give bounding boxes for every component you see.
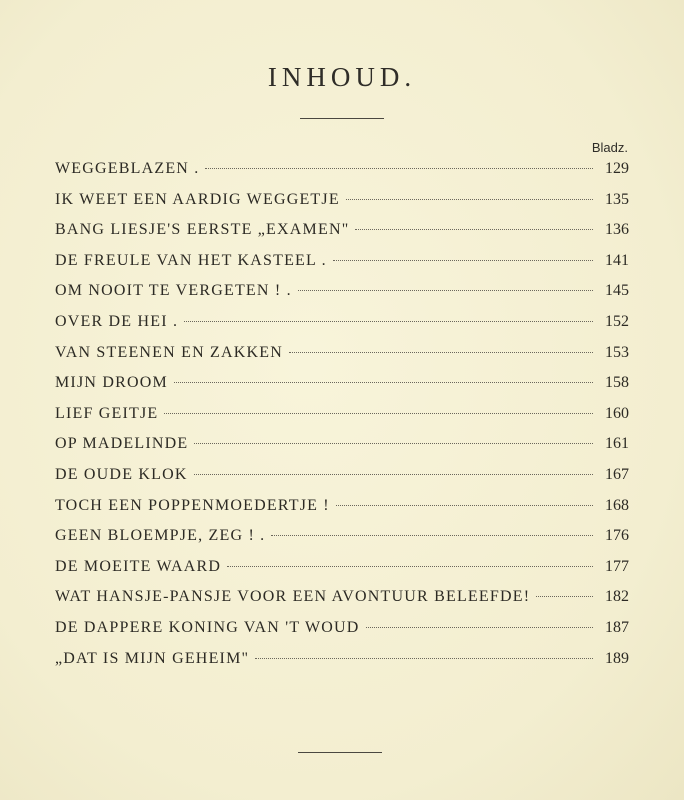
toc-entry-title: OM NOOIT TE VERGETEN ! . (55, 282, 292, 300)
toc-entry (55, 582, 629, 613)
toc-entry-title: WAT HANSJE-PANSJE VOOR EEN AVONTUUR BELEEFDE! (55, 588, 531, 606)
page-column-header: Bladz. (591, 140, 628, 155)
dot-leader (194, 474, 593, 475)
dot-leader (164, 413, 593, 414)
toc-entry (55, 460, 629, 491)
dot-leader (333, 260, 593, 261)
toc-entry (55, 399, 629, 430)
toc-entry-page: 167 (605, 465, 629, 483)
toc-entry-title: DE MOEITE WAARD (55, 557, 222, 575)
toc-entry-page: 189 (605, 649, 629, 667)
toc-entry-page: 160 (605, 404, 629, 422)
dot-leader (336, 505, 593, 506)
table-of-contents (55, 154, 629, 674)
toc-entry-page: 135 (605, 190, 629, 208)
toc-entry-title: WEGGEBLAZEN . (55, 160, 200, 177)
toc-entry-page: 187 (605, 618, 629, 636)
dot-leader (255, 658, 593, 659)
toc-entry-page: 168 (605, 496, 629, 514)
dot-leader (194, 443, 593, 444)
toc-entry-title: OP MADELINDE (55, 435, 189, 453)
toc-entry (55, 246, 629, 277)
toc-entry-title: GEEN BLOEMPJE, ZEG ! . (55, 527, 266, 545)
toc-entry (55, 521, 629, 552)
dot-leader (227, 566, 593, 567)
toc-entry (55, 644, 629, 675)
toc-entry-page: 158 (605, 374, 629, 392)
toc-entry-page: 177 (605, 557, 629, 575)
title-divider (300, 118, 384, 119)
toc-entry-title: BANG LIESJE'S EERSTE „EXAMEN" (55, 221, 350, 239)
toc-entry (55, 368, 629, 399)
toc-entry-title: MIJN DROOM (55, 374, 168, 392)
dot-leader (298, 290, 593, 291)
toc-entry (55, 154, 629, 185)
toc-entry (55, 338, 629, 369)
toc-entry-title: LIEF GEITJE (55, 404, 159, 422)
dot-leader (346, 199, 593, 200)
toc-entry-page: 176 (605, 527, 629, 545)
toc-entry (55, 613, 629, 644)
dot-leader (205, 168, 593, 169)
dot-leader (536, 596, 593, 597)
toc-entry-page: 136 (605, 221, 629, 239)
page-title: INHOUD. (267, 62, 417, 92)
toc-entry-title: DE DAPPERE KONING VAN 'T WOUD (55, 618, 360, 636)
toc-entry-page: 182 (605, 588, 629, 606)
dot-leader (271, 535, 593, 536)
toc-entry (55, 491, 629, 522)
toc-entry-title: IK WEET EEN AARDIG WEGGETJE (55, 190, 340, 208)
toc-entry (55, 276, 629, 307)
dot-leader (366, 627, 593, 628)
toc-entry (55, 429, 629, 460)
toc-entry (55, 307, 629, 338)
bottom-divider (298, 752, 382, 753)
toc-entry-title: VAN STEENEN EN ZAKKEN (55, 343, 283, 361)
toc-entry-page: 145 (605, 282, 629, 300)
toc-entry-page: 141 (605, 251, 629, 269)
toc-entry (55, 552, 629, 583)
toc-entry (55, 215, 629, 246)
toc-entry-title: TOCH EEN POPPENMOEDERTJE ! (55, 496, 330, 514)
toc-entry-title: DE FREULE VAN HET KASTEEL . (55, 251, 327, 269)
toc-entry-title: OVER DE HEI . (55, 312, 179, 330)
dot-leader (289, 352, 593, 353)
dot-leader (355, 229, 593, 230)
toc-entry-page: 153 (605, 343, 629, 361)
toc-entry-page: 161 (605, 435, 629, 453)
toc-entry (55, 185, 629, 216)
toc-entry-page: 152 (605, 312, 629, 330)
dot-leader (174, 382, 593, 383)
toc-entry-title: „DAT IS MIJN GEHEIM" (55, 649, 250, 667)
dot-leader (184, 321, 593, 322)
toc-entry-page: 129 (605, 160, 629, 177)
toc-entry-title: DE OUDE KLOK (55, 465, 188, 483)
